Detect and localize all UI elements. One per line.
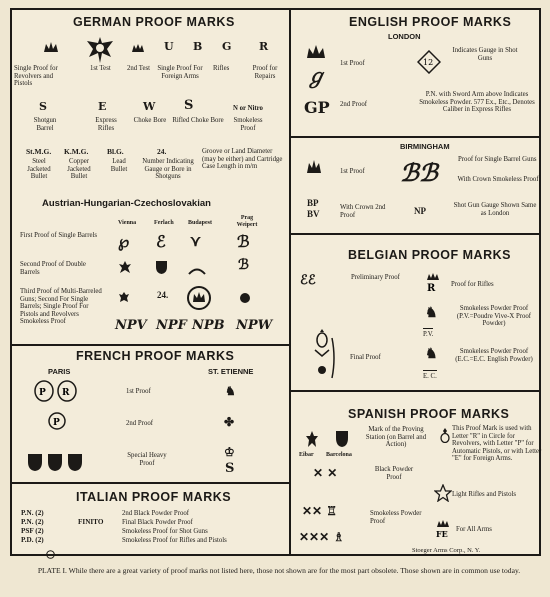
italian-desc-2: Final Black Powder Proof	[122, 519, 193, 526]
bham-shotgun-gauge: Shot Gun Gauge Shown Same as London	[453, 202, 537, 217]
london-gp-mark: GP	[304, 98, 330, 117]
col-ferlach: Ferlach	[154, 220, 174, 226]
mark-e: E	[98, 100, 107, 113]
mark-24: 24.	[157, 290, 169, 300]
eagle-small-icon	[118, 260, 132, 279]
prag-mark-1: ℬ	[237, 232, 250, 251]
mark-nitro: N or Nitro	[233, 105, 263, 112]
svg-text:P: P	[39, 388, 46, 398]
vienna-mark-1: ℘	[118, 232, 130, 251]
belgian-preliminary-mark: ℰℰ	[300, 273, 316, 288]
french-special-heavy: Special Heavy Proof	[127, 452, 167, 467]
london-gauge-note: Indicates Gauge in Shot Guns	[452, 47, 518, 62]
spanish-right-note: This Proof Mark is used with Letter "R" in Circle for Revolvers, with Letter "P" for Automatic Pistols, or with Letter "E" for Foreign Arms.	[452, 425, 542, 463]
bham-bp: BP	[307, 198, 319, 208]
proof-marks-plate	[10, 8, 541, 556]
bham-bv: BV	[307, 209, 320, 219]
stetienne-mark-s: S	[225, 461, 235, 476]
italian-code-2: P.N. (2)	[21, 518, 44, 526]
german-1st-test: 1st Test	[90, 65, 111, 72]
mark-npb: NPB	[192, 318, 225, 333]
bham-2nd-proof: With Crown 2nd Proof	[340, 204, 386, 219]
eibar-mark-icon	[305, 430, 319, 453]
belgian-ec-note: Smokeless Powder Proof (E.C.=E.C. English Powder)	[455, 348, 533, 363]
bham-np: NP	[414, 206, 426, 216]
stetienne-mark-1: ♞	[225, 384, 236, 398]
italian-desc-3: Smokeless Proof for Shot Guns	[122, 528, 208, 535]
spanish-black: Black Powder Proof	[374, 466, 414, 481]
spanish-all: For All Arms	[456, 526, 492, 533]
italian-code-3: PSF (2)	[21, 527, 44, 535]
belgian-pv-note: Smokeless Powder Proof (P.V.=Poudre Vive-X Proof Powder)	[456, 305, 532, 328]
barcelona-mark-icon	[335, 430, 349, 453]
belgian-rifles: Proof for Rifles	[451, 281, 494, 288]
austrian-title: Austrian-Hungarian-Czechoslovakian	[42, 198, 211, 209]
belgian-final-mark	[312, 328, 336, 387]
belgian-rifle-icon	[425, 272, 441, 297]
budapest-mark-1: ⋎	[190, 232, 201, 250]
spanish-title: SPANISH PROOF MARKS	[348, 407, 510, 421]
star-icon	[434, 484, 452, 507]
paris-mark-3	[26, 450, 86, 477]
german-choke-bore: Choke Bore	[133, 117, 167, 124]
bham-crown-smokeless: With Crown Smokeless Proof	[457, 176, 539, 183]
arch-icon	[188, 262, 206, 280]
spanish-smokeless: Smokeless Powder Proof	[370, 510, 422, 525]
spanish-smokeless-marks-1: ✕✕ ♖	[302, 504, 338, 518]
divider-birmingham	[291, 136, 541, 138]
english-title: ENGLISH PROOF MARKS	[349, 15, 512, 29]
code-kmg: K.M.G.	[64, 147, 89, 156]
column-divider	[289, 10, 291, 554]
mark-s: S	[39, 100, 47, 113]
italian-code-1: P.N. (2)	[21, 509, 44, 517]
mark-w: W	[143, 100, 156, 113]
paris-mark-2	[48, 412, 66, 435]
crown-icon	[43, 40, 59, 58]
stetienne-mark-3: ♔	[224, 445, 235, 459]
divider-italian	[12, 482, 289, 484]
mark-r: R	[259, 40, 269, 53]
col-prag: Prag Weipert	[236, 215, 258, 228]
gauge-diamond-icon	[417, 50, 441, 79]
belgian-pv: P.V.	[423, 328, 433, 339]
german-express-rifles: Express Rifles	[95, 117, 117, 132]
austrian-first-proof: First Proof of Single Barrels	[20, 232, 98, 239]
belgian-pv-lion: ♞	[425, 305, 438, 321]
italian-mark-icon	[46, 546, 55, 564]
german-foreign-arms: Single Proof For Foreign Arms	[157, 65, 203, 80]
mark-u: U	[164, 40, 174, 53]
crown-circle-icon	[187, 286, 211, 315]
divider-spanish	[291, 390, 541, 392]
ferlach-mark-1: ℰ	[156, 232, 166, 251]
belgian-ec-lion: ♞	[425, 346, 438, 362]
german-single-proof: Single Proof for Revolvers and Pistols	[14, 65, 58, 88]
svg-text:12: 12	[423, 58, 434, 67]
german-shotgun-barrel: Shotgun Barrel	[33, 117, 57, 132]
italian-desc-4: Smokeless Proof for Rifles and Pistols	[122, 537, 227, 544]
french-title: FRENCH PROOF MARKS	[76, 349, 235, 363]
german-steel-bullet: Steel Jacketed Bullet	[27, 158, 51, 181]
german-repairs: Proof for Repairs	[252, 65, 278, 80]
stetienne-mark-2: ✤	[224, 415, 235, 429]
french-stetienne: ST. ETIENNE	[208, 367, 254, 376]
italian-desc-1: 2nd Black Powder Proof	[122, 510, 190, 517]
german-rifled-choke: Rifled Choke Bore	[172, 117, 224, 124]
london-2nd-proof: 2nd Proof	[340, 101, 367, 108]
belgian-ec: E. C.	[423, 370, 437, 381]
belgian-final: Final Proof	[350, 354, 381, 361]
german-smokeless: Smokeless Proof	[233, 117, 263, 132]
spanish-light: Light Rifles and Pistols	[452, 491, 517, 498]
bham-crown-icon	[306, 158, 322, 179]
english-london: LONDON	[388, 32, 421, 41]
german-title: GERMAN PROOF MARKS	[73, 15, 235, 29]
belgian-title: BELGIAN PROOF MARKS	[348, 248, 511, 262]
london-pn-note: P.N. with Sword Arm above Indicates Smokeless Powder. 577 Ex., Etc., Denotes Caliber in Express Rifles	[419, 91, 535, 114]
shield-icon	[155, 260, 168, 280]
bham-bv-monogram: ℬℬ	[400, 158, 438, 187]
spanish-right-mark-icon	[439, 427, 451, 448]
spanish-eibar: Eibar	[299, 452, 314, 458]
french-1st-proof: 1st Proof	[126, 388, 151, 395]
bham-1st-proof: 1st Proof	[340, 168, 365, 175]
code-24: 24.	[157, 147, 167, 156]
mark-npw: NPW	[236, 318, 273, 333]
spanish-smokeless-marks-2: ✕✕✕ ♗	[299, 530, 345, 544]
svg-text:R: R	[62, 388, 70, 398]
mark-b: B	[193, 40, 203, 53]
austrian-third-proof: Third Proof of Multi-Barreled Guns; Second For Single Barrels; Single Proof For Pistols and Revolvers Smokeless Proof	[20, 288, 102, 326]
belgian-preliminary: Preliminary Proof	[351, 274, 400, 281]
paris-mark-1	[34, 380, 78, 407]
divider-french	[12, 344, 289, 346]
lion-icon	[239, 291, 251, 309]
london-1st-proof: 1st Proof	[340, 60, 365, 67]
london-g-mark: ℊ	[306, 64, 326, 88]
code-stmg: St.M.G.	[26, 147, 52, 156]
mark-npf: NPF	[156, 318, 187, 333]
italian-finito: FINITO	[78, 518, 104, 526]
german-groove-diameter: Groove or Land Diameter (may be either) and Cartridge Case Length in m/m	[202, 148, 283, 171]
code-blg: Bl.G.	[107, 147, 124, 156]
eagle-tiny-icon	[118, 290, 130, 308]
col-budapest: Budapest	[188, 220, 213, 226]
crown-small-icon	[131, 40, 145, 58]
mark-npv: NPV	[115, 318, 147, 333]
prag-mark-2: ℬ	[238, 257, 250, 273]
spanish-black-marks: ✕ ✕	[313, 466, 338, 480]
spanish-station: Mark of the Proving Station (on Barrel and Action)	[365, 426, 427, 449]
credit: Stoeger Arms Corp., N. Y.	[412, 547, 481, 554]
german-2nd-test: 2nd Test	[127, 65, 150, 72]
col-vienna: Vienna	[118, 220, 137, 226]
english-birmingham: BIRMINGHAM	[400, 142, 450, 151]
italian-title: ITALIAN PROOF MARKS	[76, 490, 232, 504]
austrian-second-proof: Second Proof of Double Barrels	[20, 261, 86, 276]
divider-belgian	[291, 233, 541, 235]
mark-g: G	[222, 40, 232, 53]
mark-script-s: S	[184, 98, 194, 113]
german-rifles: Rifles	[213, 65, 230, 72]
german-gauge-number: Number Indicating Gauge or Bore in Shotguns	[142, 158, 194, 181]
bham-single-barrel: Proof for Single Barrel Guns	[458, 156, 537, 163]
svg-text:FE: FE	[436, 529, 448, 538]
plate-caption: PLATE I. While there are a great variety of proof marks not listed here, those not shown are for the most part obsolete. Those shown are in common use today.	[37, 566, 521, 575]
spanish-barcelona: Barcelona	[326, 452, 352, 458]
svg-text:P: P	[53, 418, 60, 428]
german-copper-bullet: Copper Jacketed Bullet	[67, 158, 91, 181]
italian-code-4: P.D. (2)	[21, 536, 44, 544]
french-paris: PARIS	[48, 367, 71, 376]
french-2nd-proof: 2nd Proof	[126, 420, 153, 427]
svg-text:R: R	[427, 283, 436, 292]
german-lead-bullet: Lead Bullet	[110, 158, 128, 173]
fe-crown-icon	[435, 520, 451, 543]
